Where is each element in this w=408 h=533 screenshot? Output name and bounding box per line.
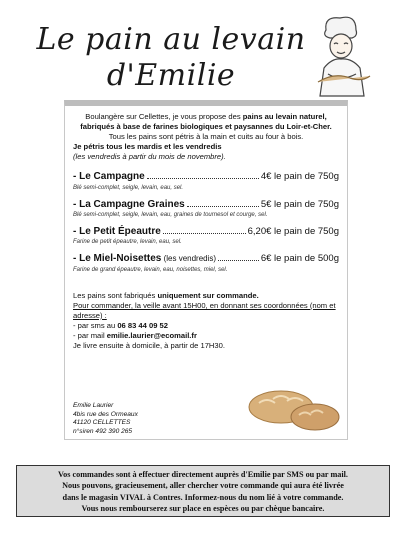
intro-baking: Tous les pains sont pétris à la main et cuits au four à bois. bbox=[108, 132, 304, 142]
product-price: 6€ le pain de 500g bbox=[260, 253, 339, 265]
order-instructions: Pour commander, la veille avant 15H00, en donnant ses coordonnées (nom et adresse) : bbox=[73, 300, 336, 320]
product-item bbox=[73, 225, 339, 247]
product-name: - La Campagne Graines bbox=[73, 198, 185, 210]
product-item bbox=[73, 198, 339, 220]
sms-label: - par sms au bbox=[73, 320, 118, 330]
product-list bbox=[73, 170, 339, 275]
mail-label: - par mail bbox=[73, 330, 107, 340]
bread-illustration bbox=[245, 383, 341, 433]
intro-highlight: pains au levain naturel, fabriqués à base de farines biologiques et paysannes du Loir-et-Cher. bbox=[80, 112, 332, 132]
info-card bbox=[64, 100, 348, 440]
intro-section bbox=[73, 112, 339, 162]
page-title: Le pain au levain bbox=[36, 22, 306, 57]
product-name: - Le Campagne bbox=[73, 171, 145, 183]
contact-mail bbox=[73, 331, 339, 341]
intro-days-note: (les vendredis à partir du mois de novembre). bbox=[73, 152, 226, 162]
footer-notice bbox=[16, 465, 390, 517]
intro-paragraph bbox=[73, 112, 339, 132]
sms-number[interactable]: 06 83 44 09 52 bbox=[117, 320, 168, 330]
intro-text: Boulangère sur Cellettes, je vous propose des bbox=[85, 112, 243, 121]
product-price: 6,20€ le pain de 750g bbox=[247, 225, 339, 237]
order-highlight: uniquement sur commande. bbox=[157, 290, 259, 300]
contact-sms bbox=[73, 321, 339, 331]
product-price: 4€ le pain de 750g bbox=[260, 171, 339, 183]
dot-leader bbox=[218, 260, 259, 261]
product-name: - Le Petit Épeautre bbox=[73, 225, 161, 237]
address-city: 41120 CELLETTES bbox=[73, 419, 131, 427]
footer-line: Vos commandes sont à effectuer directement auprès d'Emilie par SMS ou par mail. bbox=[58, 470, 348, 479]
product-name bbox=[73, 252, 216, 265]
product-ingredients: Farine de grand épeautre, levain, eau, noisettes, miel, sel. bbox=[73, 266, 228, 273]
product-note: (les vendredis) bbox=[161, 254, 217, 264]
footer-line: Nous pouvons, gracieusement, aller chercher votre commande qui aura été livrée bbox=[62, 481, 344, 491]
baker-illustration bbox=[304, 12, 378, 104]
footer-line: Vous nous rembourserez sur place en espèces ou par chèque bancaire. bbox=[81, 503, 325, 513]
dot-leader bbox=[187, 206, 259, 207]
order-text: Les pains sont fabriqués bbox=[73, 290, 158, 300]
footer-line: dans le magasin VIVAL à Contres. Informez-nous du nom lié à votre commande. bbox=[62, 492, 344, 502]
product-item bbox=[73, 252, 339, 274]
address-block bbox=[73, 402, 138, 436]
dot-leader bbox=[147, 178, 259, 179]
product-price: 5€ le pain de 750g bbox=[260, 198, 339, 210]
product-name-text: - Le Miel-Noisettes bbox=[73, 253, 162, 265]
address-street: 4bis rue des Ormeaux bbox=[73, 410, 138, 418]
dot-leader bbox=[163, 233, 246, 234]
product-ingredients: Blé semi-complet, seigle, levain, eau, sel. bbox=[73, 184, 184, 191]
intro-days: Je pétris tous les mardis et les vendredis bbox=[73, 142, 222, 152]
product-ingredients: Farine de petit épeautre, levain, eau, sel. bbox=[73, 239, 182, 246]
delivery-info: Je livre ensuite à domicile, à partir de 17H30. bbox=[73, 340, 225, 350]
order-intro bbox=[73, 291, 339, 301]
address-siren: n°siren 492 390 265 bbox=[73, 427, 133, 435]
page-title-line2: d'Emilie bbox=[106, 58, 236, 93]
address-name: Emilie Laurier bbox=[73, 402, 114, 409]
product-item bbox=[73, 170, 339, 192]
mail-address[interactable]: emilie.laurier@ecomail.fr bbox=[106, 330, 197, 340]
order-section bbox=[73, 291, 339, 351]
product-ingredients: Blé semi-complet, seigle, levain, eau, graines de tournesol et courge, sel. bbox=[73, 212, 268, 219]
